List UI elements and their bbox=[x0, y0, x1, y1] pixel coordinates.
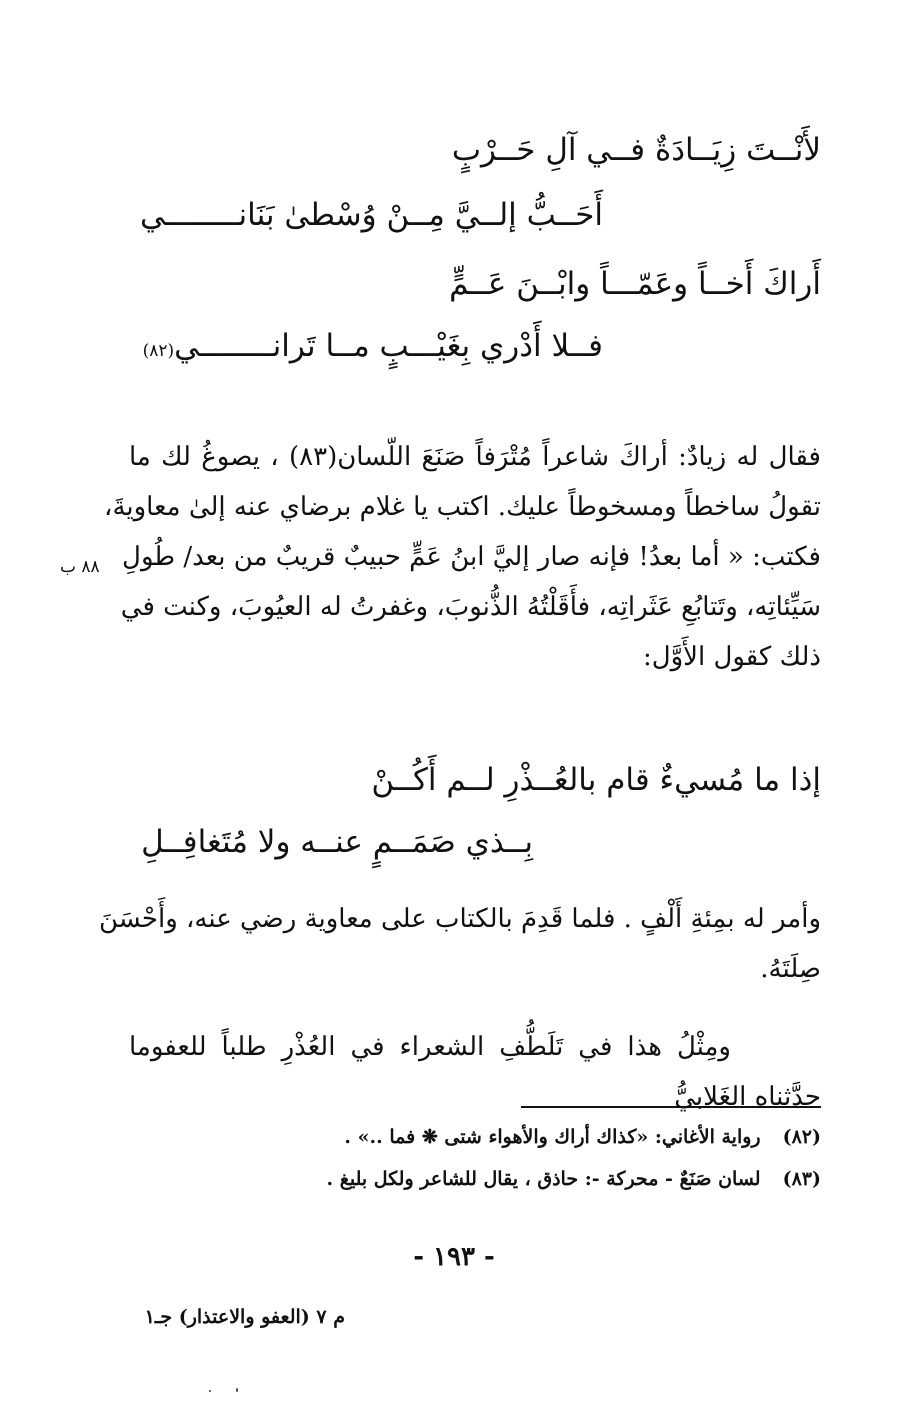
poem1-first-hemistich: لأَنْــتَ زِيَــادَةٌ فــي آلِ حَــرْبٍ bbox=[451, 132, 821, 168]
paragraph-1-line: سَيِّئاتِه، وتَتابُعِ عَثَراتِه، فأَقَلْتُهُ الذُّنوبَ، وغفرتُ له العيُوبَ، وكنت في bbox=[120, 592, 821, 622]
paragraph-2-line: صِلَتَهُ. bbox=[760, 954, 821, 984]
scan-speck bbox=[236, 1388, 238, 1392]
footnote-number: (٨٢) bbox=[782, 1126, 821, 1148]
scan-speck bbox=[209, 1390, 211, 1392]
poem2-second-hemistich-text: فــلا أَدْري بِغَيْـــبٍ مــا تَرانــــــــي bbox=[174, 328, 603, 364]
footnote-number: (٨٣) bbox=[782, 1168, 821, 1190]
footnote-ref-82: (٨٢) bbox=[142, 341, 175, 361]
poem1-second-hemistich: أَحَــبُّ إلــيَّ مِــنْ وُسْطىٰ بَنَانــــــــي bbox=[140, 197, 603, 233]
paragraph-2 bbox=[98, 894, 821, 994]
poem2-first-hemistich: أَراكَ أَخــاً وعَمّـــاً وابْــنَ عَــمٍّ bbox=[449, 266, 821, 302]
paragraph-1-line: فكتب: « أما بعدُ! فإنه صار إليَّ ابنُ عَمٍّ حبيبٌ قريبٌ من بعد/ طُولِ bbox=[122, 542, 821, 572]
poem3-second-hemistich: بِــذي صَمَــمٍ عنــه ولا مُتَغافِــلِ bbox=[141, 824, 533, 860]
footnote-separator bbox=[521, 1106, 821, 1108]
paragraph-2-line: وأمر له بمِئةِ أَلْفٍ . فلما قَدِمَ بالكتاب على معاوية رضي عنه، وأَحْسَنَ bbox=[98, 904, 821, 934]
footnote-83 bbox=[327, 1164, 821, 1194]
paragraph-1-line: ذلك كقول الأَوَّل: bbox=[642, 642, 821, 672]
poem2-second-hemistich bbox=[143, 324, 603, 373]
paragraph-1-line: فقال له زيادٌ: أراكَ شاعراً مُتْرَفاً صَنَعَ اللّسان(٨٣) ، يصوغُ لك ما bbox=[129, 442, 821, 472]
footnote-text: رواية الأغاني: «كذاك أراك والأهواء شتى ❋ فما ..» . bbox=[344, 1126, 761, 1148]
footnote-text: لسان صَنَعٌ - محركة -: حاذق ، يقال للشاعر ولكل بليغ . bbox=[326, 1168, 761, 1190]
paragraph-3-text: ومِثْلُ هذا في تَلَطُّفِ الشعراء في العُذْرِ طلباً للعفوما حدَّثناه الغَلابيُّ bbox=[129, 1032, 821, 1112]
paragraph-1-line: تقولُ ساخطاً ومسخوطاً عليك. اكتب يا غلام برضاي عنه إلىٰ معاويةَ، bbox=[104, 492, 821, 522]
printer-signature: م ٧ (العفو والاعتذار) جـ١ bbox=[144, 1306, 345, 1328]
footnote-82 bbox=[344, 1122, 821, 1152]
page-number: - ١٩٣ - bbox=[413, 1242, 495, 1272]
manuscript-folio-note: ٨٨ ب bbox=[60, 557, 100, 577]
paragraph-1 bbox=[104, 432, 821, 682]
poem3-first-hemistich: إذا ما مُسيءٌ قام بالعُــذْرِ لــم أَكُــنْ bbox=[371, 762, 821, 798]
